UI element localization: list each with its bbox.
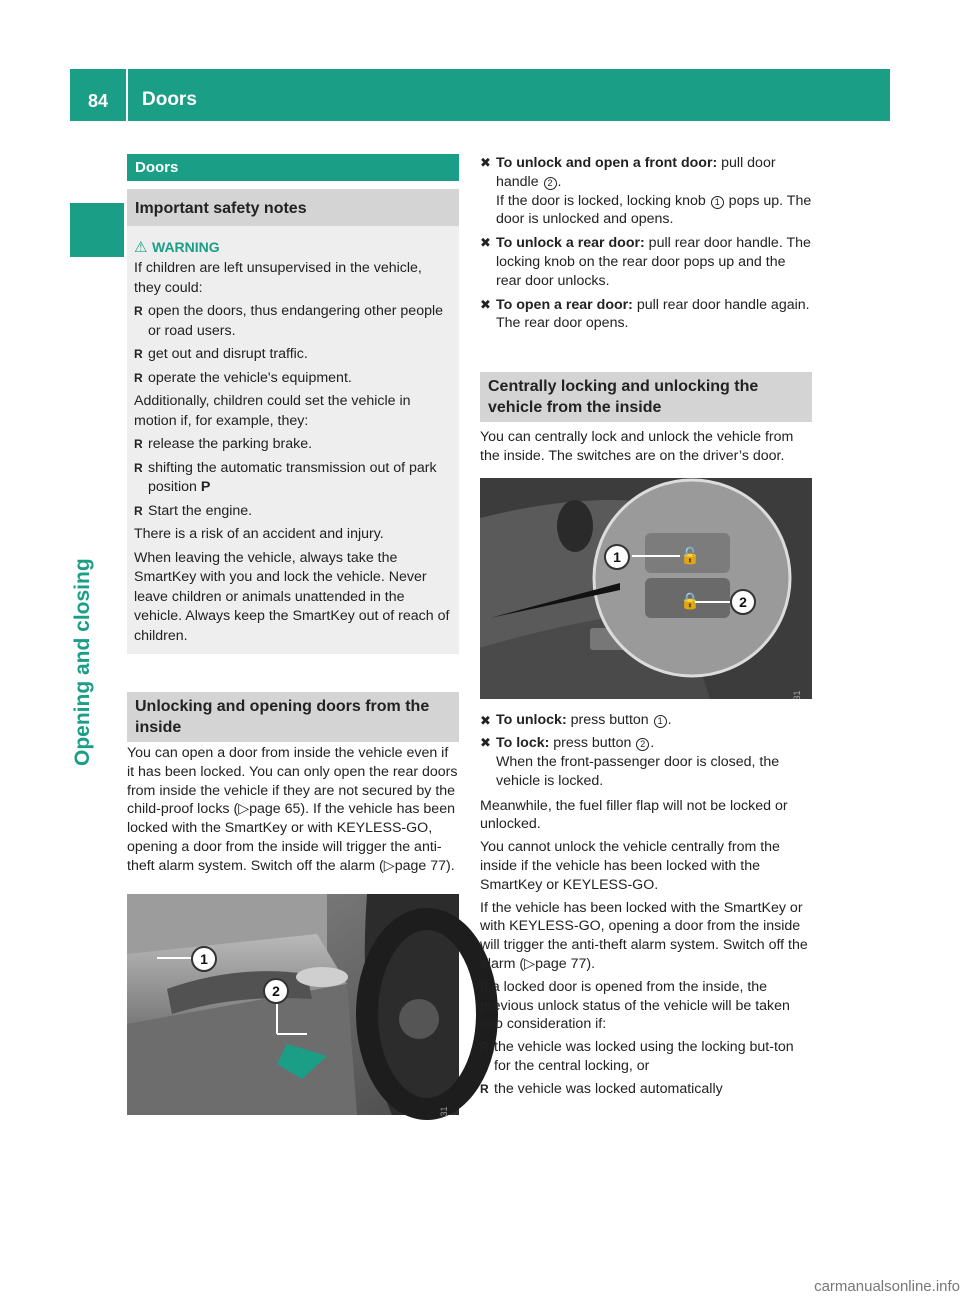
door-handle-photo [127, 894, 459, 1172]
page-ref-text[interactable]: page 77). [535, 956, 596, 973]
alarm-text: If the vehicle has been locked with the SmartKey or with KEYLESS-GO, opening a door from the inside will trigger the anti-theft alarm system. Switch off the alarm ( [480, 899, 808, 973]
list-item: R operate the vehicle's equipment. [134, 369, 452, 389]
list-item [134, 459, 452, 498]
step-text: pull rear door handle again. [632, 296, 810, 313]
warning-advice: When leaving the vehicle, always take the SmartKey with you and lock the vehicle. Never leave children or animals unattended in the vehicle. Always keep the SmartKey out of reach of children. [134, 549, 450, 644]
step-arrow-icon: ✖ [480, 296, 491, 312]
header-divider [126, 69, 128, 121]
step-text: press button [566, 711, 653, 728]
cannot-unlock-paragraph: You cannot unlock the vehicle centrally from the inside if the vehicle has been locked with the SmartKey or KEYLESS-GO. [480, 839, 780, 893]
svg-text:🔒: 🔒 [680, 590, 700, 610]
list-item: R Start the engine. [134, 502, 452, 522]
list-item: R the vehicle was locked using the locking but-ton for the central locking, or [480, 1038, 812, 1076]
step-arrow-icon: ✖ [480, 712, 491, 728]
door-interior-illustration [127, 894, 459, 1115]
central-paragraph: You can centrally lock and unlock the vehicle from the inside. The switches are on the driver’s door. [480, 429, 794, 464]
step-label: To unlock: [496, 711, 567, 728]
warning-box [127, 226, 459, 654]
step-label: To unlock and open a front door: [496, 155, 718, 171]
warning-label: WARNING [152, 239, 220, 255]
warning-triangle-icon: ⚠ [134, 239, 148, 256]
warning-risk: There is a risk of an accident and injury. [134, 526, 384, 542]
step-text: pull door handle [496, 155, 776, 190]
unlock-paragraph [127, 744, 459, 876]
svg-text:🔓: 🔓 [680, 545, 700, 565]
step-text: If the door is locked, locking knob [496, 192, 710, 209]
step-rear-door-unlock [480, 234, 812, 290]
list-item-text: shifting the automatic transmission out of park position [148, 459, 437, 495]
step-text: pull rear door handle. The locking knob on the rear door pops up and the rear door unlocks. [496, 235, 811, 289]
step-arrow-icon: ✖ [480, 735, 491, 751]
callout-2: 2 [263, 978, 289, 1004]
warning-mid: Additionally, children could set the vehicle in motion if, for example, they: [134, 393, 411, 429]
callout-1: 1 [604, 544, 630, 570]
callout-2: 2 [730, 589, 756, 615]
step-text: When the front-passenger door is closed, the vehicle is locked. [496, 754, 780, 789]
step-text: The rear door opens. [496, 315, 629, 332]
gear-position: P [200, 479, 211, 495]
page-number: 84 [87, 91, 109, 111]
image-code: P54.25-3972-31 [792, 690, 803, 756]
fuel-paragraph: Meanwhile, the fuel filler flap will not be locked or unlocked. [480, 797, 788, 833]
previous-status-paragraph: If a locked door is opened from the inside, the previous unlock status of the vehicle will be taken into consideration if: [480, 978, 790, 1033]
step-label: To unlock a rear door: [496, 235, 645, 252]
step-text: pops up. The door is unlocked and opens. [496, 192, 812, 228]
warning-heading [134, 236, 452, 259]
subsection-safety-notes: Important safety notes [127, 189, 459, 226]
image-code: P72.10-4131-31 [439, 1106, 450, 1172]
page-ref-text[interactable]: page 65). If the vehicle has been locked with the SmartKey or with KEYLESS-GO, opening a door from the inside will trigger the anti-theft alarm system. Switch off the alarm ( [127, 801, 455, 874]
subsection-unlocking-inside: Unlocking and opening doors from the inside [127, 692, 459, 742]
callout-ref: 2 [636, 738, 649, 751]
step-arrow-icon: ✖ [480, 155, 491, 170]
subsection-central-locking: Centrally locking and unlocking the vehicle from the inside [480, 372, 812, 422]
page-ref-icon: ▷ [383, 857, 395, 874]
callout-1: 1 [191, 946, 217, 972]
step-front-door: ✖ To unlock and open a front door: pull door handle 2 . If the door is locked, locking knob 1 pops up. The door is unlocked and opens. [480, 155, 812, 228]
step-unlock: ✖ To unlock: press button 1 . [480, 711, 812, 731]
list-item: R release the parking brake. [134, 435, 452, 455]
page-header [70, 69, 890, 121]
page-ref-icon: ▷ [524, 956, 536, 973]
page-ref-icon: ▷ [238, 801, 250, 818]
callout-ref: 1 [711, 196, 724, 209]
chapter-label: Opening and closing [71, 558, 94, 766]
alarm-paragraph [480, 899, 812, 974]
list-item: R the vehicle was locked automatically [480, 1080, 812, 1099]
chapter-tab [70, 121, 124, 1171]
step-rear-door-open [480, 296, 812, 334]
chapter-marker [70, 203, 124, 257]
callout-ref: 1 [654, 715, 667, 728]
warning-intro: If children are left unsupervised in the vehicle, they could: [134, 260, 422, 296]
left-column [127, 154, 459, 1172]
right-column [480, 154, 812, 1103]
page-title: Doors [142, 89, 197, 110]
list-item: R get out and disrupt traffic. [134, 345, 452, 365]
step-arrow-icon: ✖ [480, 235, 491, 251]
unlock-text: You can open a door from inside the vehicle even if it has been locked. You can only open the rear doors from inside the vehicle if they are not secured by the child-proof locks ( [127, 745, 458, 818]
list-item: R open the doors, thus endangering other people or road users. [134, 302, 452, 341]
door-switch-illustration [480, 478, 812, 699]
section-heading-doors: Doors [127, 154, 459, 181]
callout-ref: 2 [544, 177, 557, 190]
step-label: To lock: [496, 735, 550, 752]
step-text: press button [549, 735, 636, 752]
site-watermark: carmanualsonline.info [814, 1277, 960, 1295]
page-ref-text[interactable]: page 77). [394, 857, 455, 874]
step-lock: ✖ To lock: press button 2 . When the front-passenger door is closed, the vehicle is locked. [480, 735, 780, 789]
step-label: To open a rear door: [496, 296, 633, 313]
